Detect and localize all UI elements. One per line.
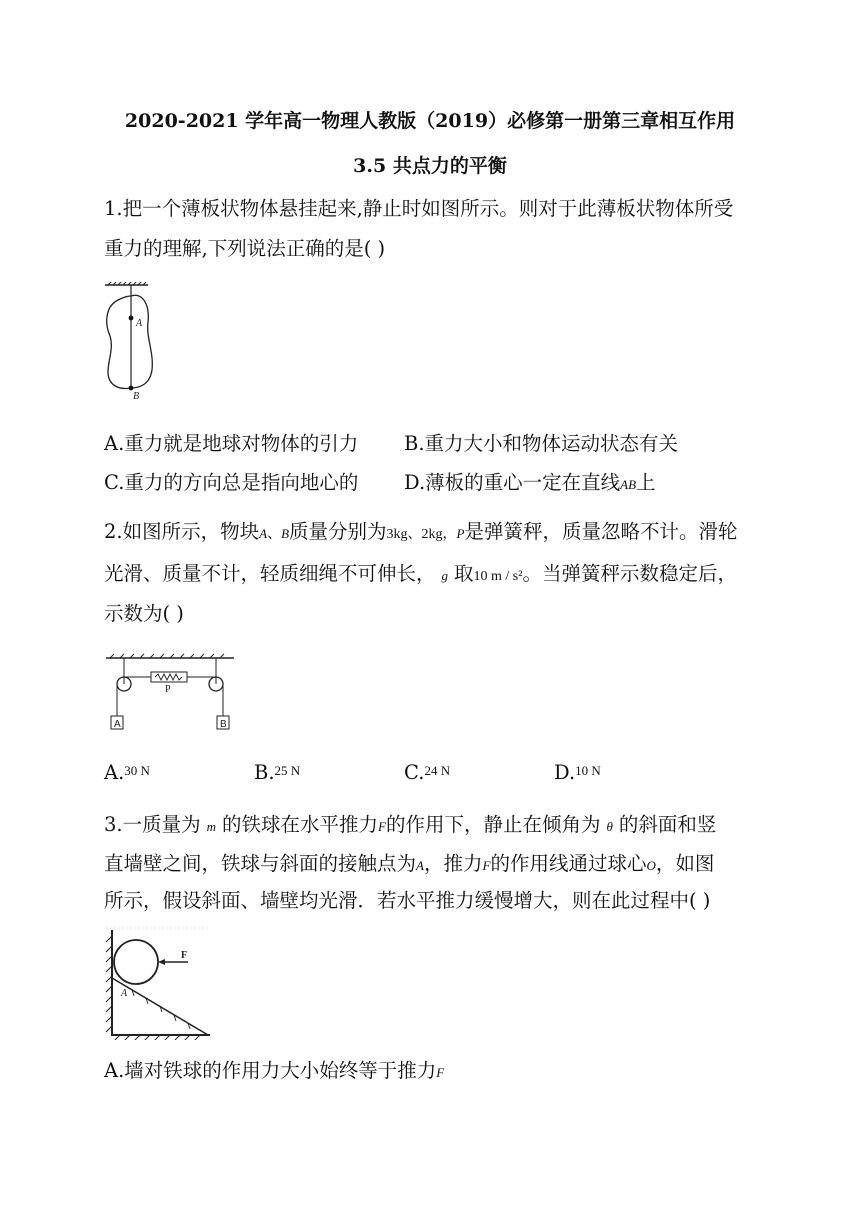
q3-label-a: A — [121, 988, 128, 999]
q3-option-a-math: F — [436, 1065, 445, 1080]
q1-option-d-text: D.薄板的重心一定在直线 — [404, 471, 621, 494]
q1-option-a[interactable]: A.重力就是地球对物体的引力 — [104, 432, 359, 455]
q3-stem-line1 — [104, 812, 764, 840]
q3-stem-line2 — [104, 851, 764, 879]
q2-stem-line1 — [104, 519, 764, 548]
q2-label-b: B — [220, 719, 227, 730]
q2-option-value: 30 N — [124, 763, 150, 778]
q3-math-f: F — [482, 858, 491, 873]
q3-text: 的斜面和竖 — [618, 813, 717, 836]
q2-math-b: B — [281, 526, 290, 541]
q3-text: 3.一质量为 — [104, 813, 201, 836]
q2-option-letter: B. — [254, 761, 275, 784]
q1-label-b: B — [133, 391, 140, 402]
q2-option-letter: A. — [104, 761, 125, 784]
q2-option-letter: D. — [554, 761, 576, 784]
q3-math-m: m — [206, 819, 216, 834]
q1-option-d-end: 上 — [636, 471, 656, 494]
q2-math-g: g — [441, 568, 449, 583]
q1-label-a: A — [136, 318, 143, 329]
q2-label-a: A — [114, 719, 121, 730]
q1-stem-line2: 重力的理解,下列说法正确的是( ) — [104, 237, 386, 260]
q2-option-c[interactable] — [404, 761, 450, 784]
q2-text: 取 — [454, 562, 474, 585]
q3-option-a-text: A.墙对铁球的作用力大小始终等于推力 — [104, 1059, 437, 1082]
q1-option-b[interactable]: B.重力大小和物体运动状态有关 — [404, 432, 679, 455]
q2-text: 质量分别为 — [289, 520, 387, 543]
q2-sep: 、 — [267, 527, 282, 542]
q2-option-a[interactable] — [104, 761, 150, 784]
q1-option-d-math: AB — [620, 477, 637, 492]
q1-option-c[interactable]: C.重力的方向总是指向地心的 — [104, 471, 359, 494]
q3-math-theta: θ — [606, 819, 613, 834]
q2-mass-values: 3kg、2kg， — [386, 527, 457, 542]
q2-g-value: 10 m / s² — [473, 569, 523, 584]
q2-option-value: 10 N — [575, 763, 601, 778]
q2-option-d[interactable] — [554, 761, 601, 784]
q2-option-b[interactable] — [254, 761, 300, 784]
q3-label-f: F — [181, 950, 188, 961]
q2-pulley-spring-figure — [104, 652, 236, 734]
q3-text: 直墙壁之间，铁球与斜面的接触点为 — [104, 852, 417, 875]
q3-text: ，推力 — [423, 852, 483, 875]
q2-text: 光滑、质量不计，轻质细绳不可伸长， — [104, 562, 436, 585]
q1-stem-line1: 1.把一个薄板状物体悬挂起来,静止时如图所示。则对于此薄板状物体所受 — [104, 197, 734, 220]
q1-option-d[interactable] — [404, 467, 656, 495]
q2-option-letter: C. — [404, 761, 425, 784]
q3-math-f: F — [378, 819, 386, 834]
q2-stem-line3: 示数为( ) — [104, 602, 184, 625]
section-title: 3.5 共点力的平衡 — [353, 155, 507, 177]
q3-text: ，如图 — [655, 852, 715, 875]
q3-ball-incline-figure — [100, 924, 212, 1040]
q2-text: 是弹簧秤，质量忽略不计。滑轮 — [464, 520, 738, 543]
q2-text: 2.如图所示，物块 — [104, 520, 260, 543]
q2-option-value: 24 N — [424, 763, 451, 778]
q2-stem-line2 — [104, 561, 764, 590]
q2-math-p: P — [456, 526, 465, 541]
q3-stem-line3: 所示，假设斜面、墙壁均光滑．若水平推力缓慢增大，则在此过程中( ) — [104, 889, 711, 912]
page-title: 2020-2021 学年高一物理人教版（2019）必修第一册第三章相互作用 — [124, 110, 736, 132]
q3-text: 的作用下，静止在倾角为 — [385, 813, 601, 836]
q3-text: 的铁球在水平推力 — [222, 813, 379, 836]
q2-math-a: A — [259, 526, 268, 541]
q3-math-o: O — [646, 858, 656, 873]
q3-text: 的作用线通过球心 — [490, 852, 647, 875]
q2-label-p: P — [165, 684, 171, 695]
q1-hanging-plate-figure — [100, 282, 160, 404]
q2-option-value: 25 N — [274, 763, 301, 778]
q3-option-a[interactable] — [104, 1055, 444, 1083]
q3-math-a: A — [416, 858, 424, 873]
q2-text: 。当弹簧秤示数稳定后， — [522, 562, 737, 585]
